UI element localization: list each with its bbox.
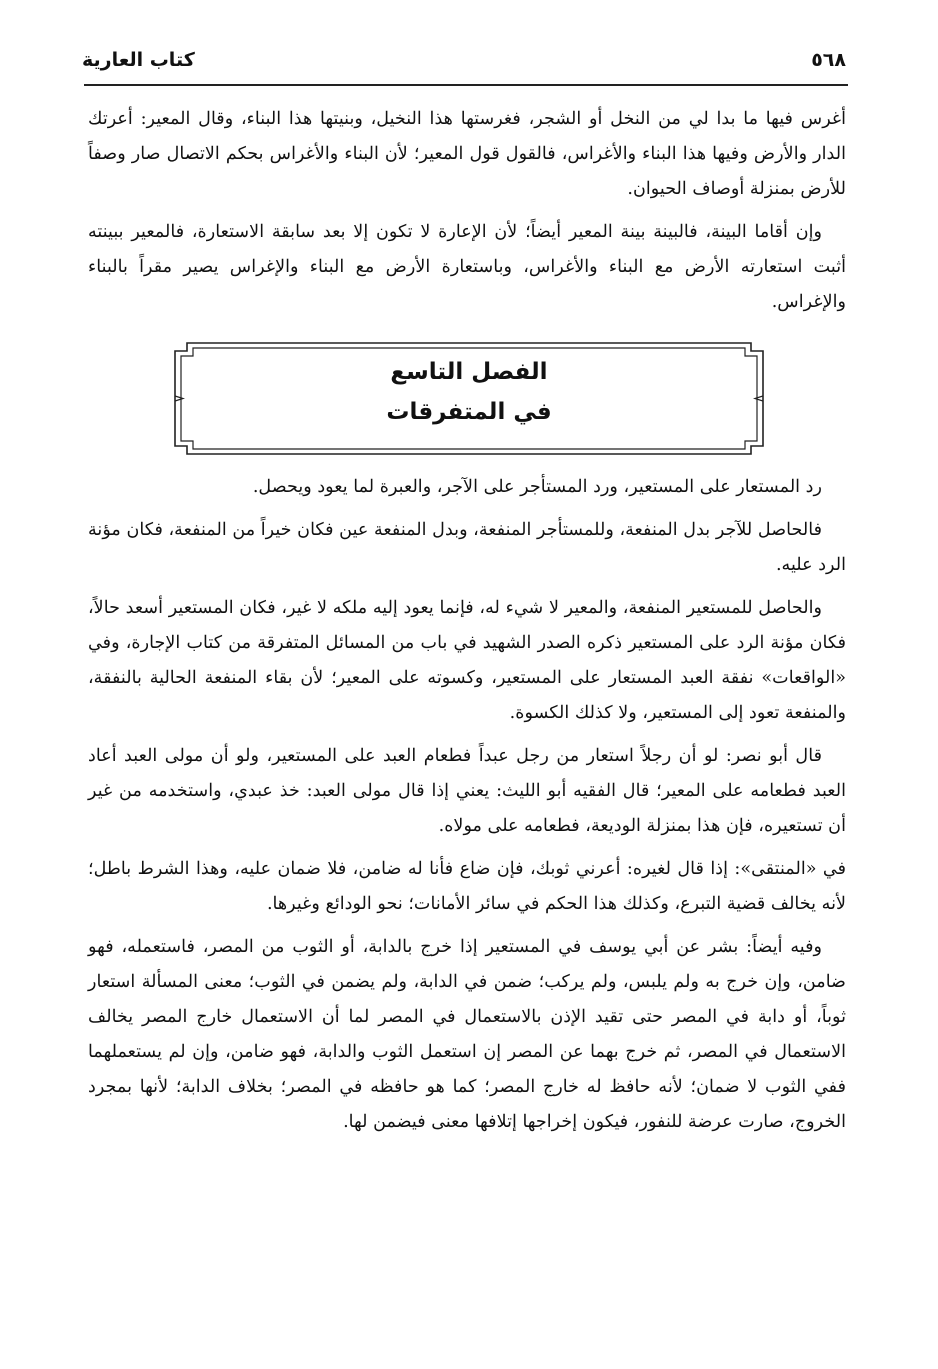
- intro-text: [88, 102, 846, 328]
- paragraph: وفيه أيضاً: بشر عن أبي يوسف في المستعير إذا خرج بالدابة، أو الثوب من المصر، فاستعمله، فهو ضامن، وإن خرج به ولم يلبس، ولم يركب؛ ضمن في الدابة، ولم يضمن في الثوب؛ معنى المسألة استعار ثوباً، أو دابة في المصر حتى تقيد الإذن بالاستعمال في المصر لما أن الاستعمال خارج المصر يخالف الاستعمال في المصر، ثم خرج بهما عن المصر إن استعمل الثوب والدابة، فهو ضامن، وإن لم يستعملهما ففي الثوب لا ضمان؛ لأنه حافظ له خارج المصر؛ كما هو حافظه في المصر؛ بخلاف الدابة؛ لأنها بمجرد الخروج، صارت عرضة للنفور، فيكون إخراجها إتلافها معنى فيضمن لها.: [88, 937, 846, 1132]
- book-title: كتاب العارية: [82, 49, 195, 71]
- paragraph: والحاصل للمستعير المنفعة، والمعير لا شيء له، فإنما يعود إليه ملكه لا غير، فكان المستعير أسعد حالاً، فكان مؤنة الرد على المستعير ذكره الصدر الشهيد في باب من المسائل المتفرقة من كتاب الإجارة، وفي «الواقعات» نفقة العبد المستعار على المستعير، وكسوته على المعير؛ لأن بقاء المنفعة الحالية بالنفقة، والمنفعة تعود إلى المستعير، ولا كذلك الكسوة.: [88, 598, 846, 723]
- running-header: [82, 40, 846, 80]
- chapter-subtitle: في المتفرقات: [386, 399, 552, 425]
- paragraph: فالحاصل للآجر بدل المنفعة، وللمستأجر المنفعة، وبدل المنفعة عين فكان خيراً من المنفعة، فكان مؤنة الرد عليه.: [88, 520, 846, 575]
- chapter-title: الفصل التاسع: [390, 359, 548, 385]
- paragraph: وإن أقاما البينة، فالبينة بينة المعير أيضاً؛ لأن الإعارة لا تكون إلا بعد سابقة الاستعارة، فالمعير ببينته أثبت استعارته الأرض مع البناء والأغراس، وباستعارة الأرض مع البناء والإغراس يصير مقراً بالبناء والإغراس.: [88, 222, 846, 312]
- paragraph: في «المنتقى»: إذا قال لغيره: أعرني ثوبك، فإن ضاع فأنا له ضامن، فلا ضمان عليه، وهذا الشرط باطل؛ لأنه يخالف قضية التبرع، وكذلك هذا الحكم في سائر الأمانات؛ نحو الودائع وغيرها.: [88, 859, 846, 914]
- chapter-text: [88, 470, 846, 1148]
- page-number: ٥٦٨: [811, 49, 846, 71]
- header-rule: [84, 84, 848, 86]
- paragraph: رد المستعار على المستعير، ورد المستأجر على الآجر، والعبرة لما يعود ويحصل.: [252, 477, 822, 497]
- chapter-heading-frame: [173, 341, 765, 456]
- paragraph: قال أبو نصر: لو أن رجلاً استعار من رجل عبداً فطعام العبد على المستعير، ولو أن مولى العبد أعاد العبد فطعامه على المعير؛ قال الفقيه أبو الليث: يعني إذا قال مولى العبد: خذ عبدي، واستخدمه من غير أن تستعيره، فإن هذا بمنزلة الوديعة، فطعامه على مولاه.: [88, 746, 846, 836]
- paragraph: أغرس فيها ما بدا لي من النخل أو الشجر، فغرستها هذا النخيل، وبنيتها هذا البناء، وقال المعير: أعرتك الدار والأرض وفيها هذا البناء والأغراس، فالقول قول المعير؛ لأن البناء والأغراس بحكم الاتصال صار وصفاً للأرض بمنزلة أوصاف الحيوان.: [88, 109, 846, 199]
